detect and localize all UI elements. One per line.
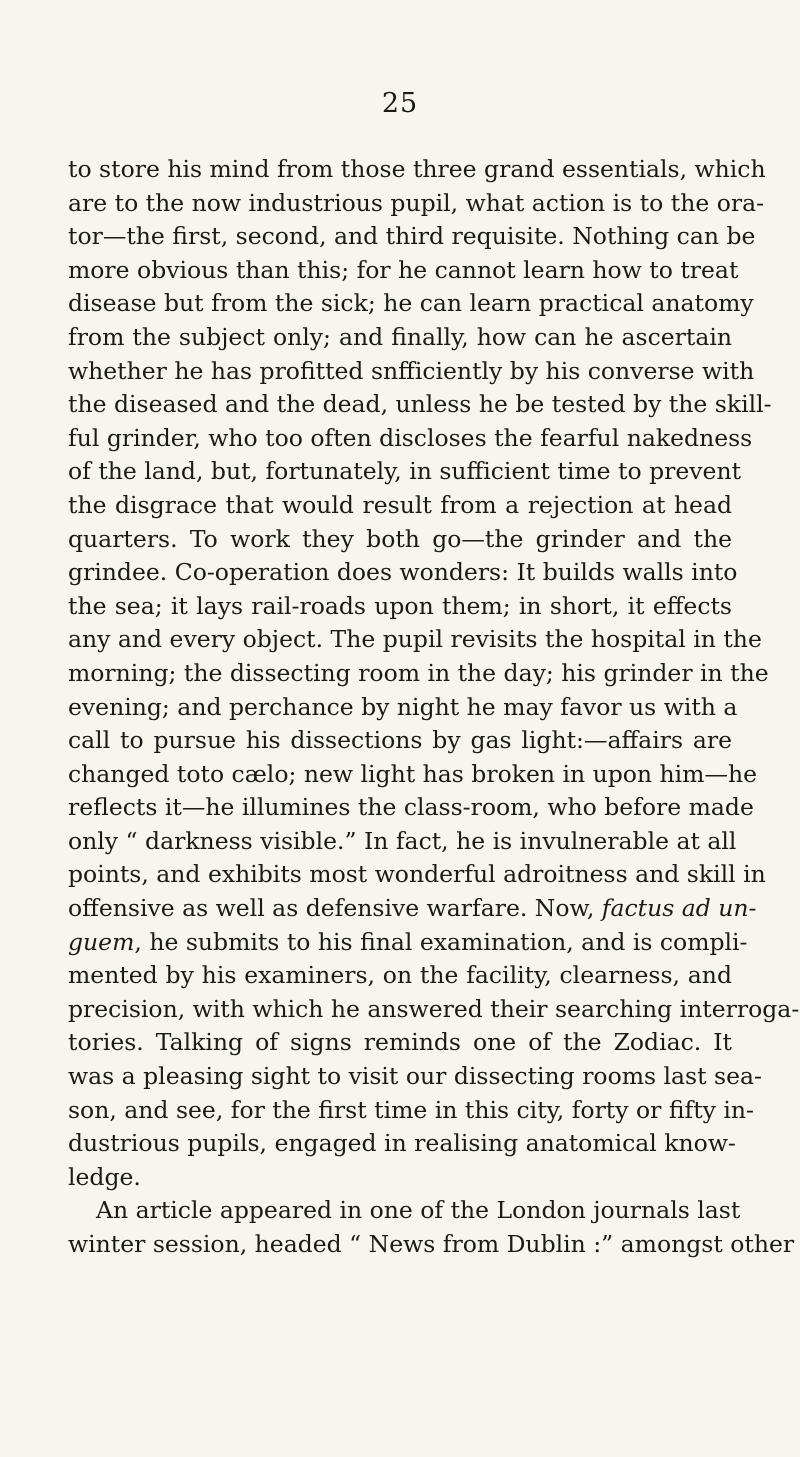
text-line: from the subject only; and finally, how can he ascertain bbox=[68, 322, 732, 351]
text-line: any and every object. The pupil revisits the hospital in the bbox=[68, 625, 762, 654]
body-text bbox=[68, 153, 800, 1262]
text-line: dustrious pupils, engaged in realising anatomical know- bbox=[68, 1129, 736, 1158]
text-line: winter session, headed “ News from Dublin :” amongst other bbox=[68, 1230, 795, 1258]
text-line bbox=[68, 926, 748, 960]
text-line: reflects it—he illumines the class-room, who before made bbox=[68, 793, 754, 822]
text-line: only “ darkness visible.” In fact, he is invulnerable at all bbox=[68, 826, 737, 855]
text-line: whether he has profitted snfficiently by his converse with bbox=[68, 356, 755, 385]
text-line: points, and exhibits most wonderful adroitness and skill in bbox=[68, 860, 766, 889]
text-line: are to the now industrious pupil, what action is to the ora- bbox=[68, 188, 765, 217]
text-line: call to pursue his dissections by gas light:—affairs are bbox=[68, 726, 732, 755]
text-line: more obvious than this; for he cannot learn how to treat bbox=[68, 255, 739, 284]
italic-phrase: guem bbox=[68, 927, 135, 956]
text-line: the diseased and the dead, unless he be tested by the skill- bbox=[68, 390, 772, 419]
text-line: precision, with which he answered their searching interroga- bbox=[68, 994, 800, 1023]
text-line: ful grinder, who too often discloses the fearful nakedness bbox=[68, 423, 753, 452]
text-line: the sea; it lays rail-roads upon them; in short, it effects bbox=[68, 591, 732, 620]
text-line: to store his mind from those three grand essentials, which bbox=[68, 155, 766, 183]
text-line: of the land, but, fortunately, in sufficient time to prevent bbox=[68, 457, 742, 486]
text-line bbox=[68, 892, 757, 926]
text-line: the disgrace that would result from a rejection at head bbox=[68, 490, 732, 519]
text-line: tories. Talking of signs reminds one of the Zodiac. It bbox=[68, 1028, 732, 1057]
italic-phrase: factus ad un- bbox=[601, 894, 757, 923]
text-line: quarters. To work they both go—the grinder and the bbox=[68, 524, 732, 553]
text-line: morning; the dissecting room in the day; his grinder in the bbox=[68, 658, 769, 687]
text-line: disease but from the sick; he can learn practical anatomy bbox=[68, 289, 754, 318]
paragraph-start-line: An article appeared in one of the London journals last bbox=[96, 1196, 741, 1225]
text-line: evening; and perchance by night he may favor us with a bbox=[68, 692, 738, 721]
paragraph-end-line: ledge. bbox=[68, 1162, 141, 1191]
text-line: tor—the first, second, and third requisite. Nothing can be bbox=[68, 222, 756, 251]
page-number: 25 bbox=[381, 88, 419, 119]
text-line: was a pleasing sight to visit our dissecting rooms last sea- bbox=[68, 1062, 762, 1091]
text-line: mented by his examiners, on the facility, clearness, and bbox=[68, 961, 732, 990]
text-line: son, and see, for the first time in this city, forty or fifty in- bbox=[68, 1095, 754, 1124]
text-line: changed toto cælo; new light has broken in upon him—he bbox=[68, 759, 757, 788]
text-segment: , he submits to his final examination, and is compli- bbox=[134, 927, 748, 956]
text-line: grindee. Co-operation does wonders: It builds walls into bbox=[68, 558, 738, 587]
text-segment: offensive as well as defensive warfare. Now, bbox=[68, 894, 602, 923]
